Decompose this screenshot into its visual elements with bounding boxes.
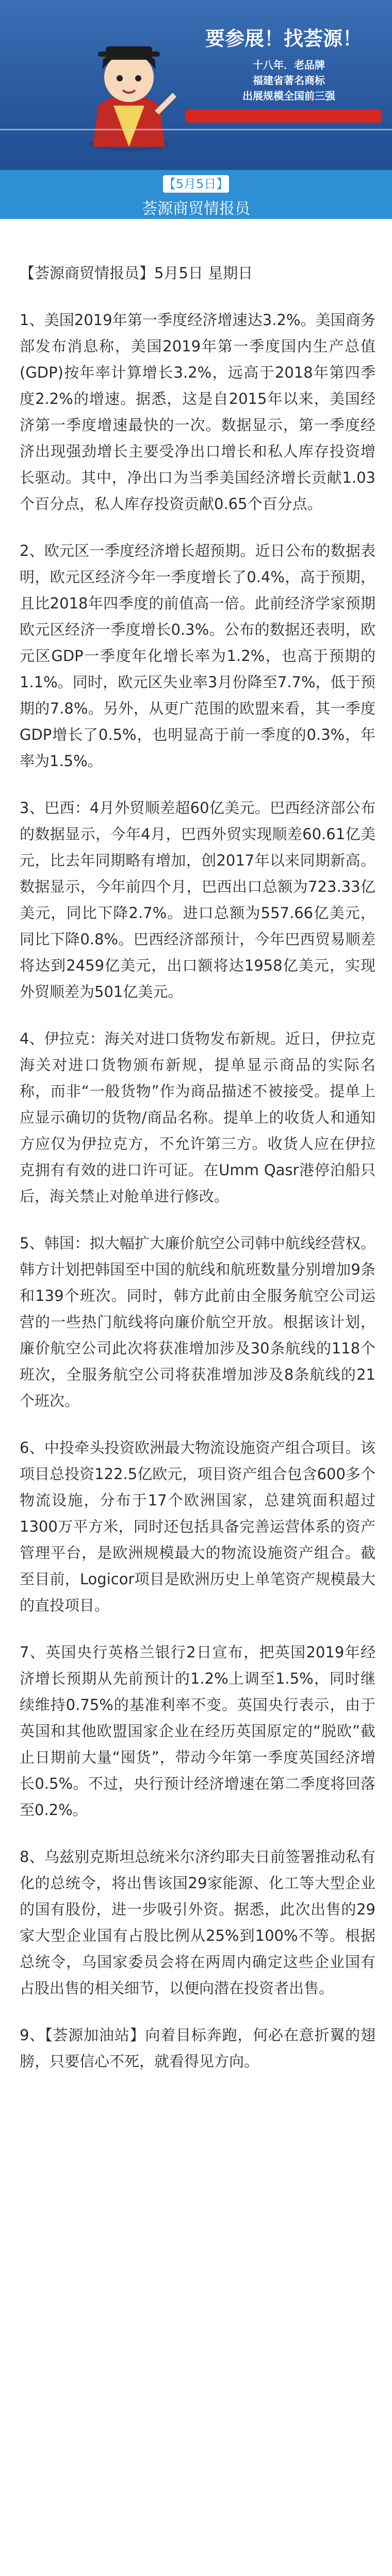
header-title-bar (0, 170, 392, 219)
promo-banner (0, 0, 392, 170)
banner-slogan: 要参展！找荟源！ (205, 27, 362, 50)
news-item-1: 1、美国2019年第一季度经济增速达3.2%。美国商务部发布消息称，美国2019年第一季度国内生产总值(GDP)按年率计算增长3.2%，远高于2018年第四季度2.2%的增速。据悉，这是自2015年以来，美国经济第一季度增速最快的一次。数据显示，第一季度经济出现强劲增长主要受净出口增长和私人库存投资增长驱动。其中，净出口为当季美国经济增长贡献1.03个百分点，私人库存投资贡献0.65个百分点。 (20, 311, 375, 513)
news-item-3: 3、巴西：4月外贸顺差超60亿美元。巴西经济部公布的数据显示，今年4月，巴西外贸实现顺差60.61亿美元，比去年同期略有增加，创2017年以来同期新高。数据显示，今年前四个月，巴西出口总额为723.33亿美元，同比下降2.7%。进口总额为557.66亿美元，同比下降0.8%。巴西经济部预计，今年巴西贸易顺差将达到2459亿美元，出口额将达1958亿美元，实现外贸顺差为501亿美元。 (20, 799, 375, 1001)
banner-divider (0, 129, 392, 130)
date-badge: 【5月5日】 (163, 175, 229, 193)
banner-tagline-trademark: 福建省著名商标 (253, 74, 325, 87)
banner-tagline-brand: 十八年．老品牌 (253, 59, 325, 71)
news-item-2: 2、欧元区一季度经济增长超预期。近日公布的数据表明，欧元区经济今年一季度增长了0.4%，高于预期，且比2018年四季度的前值高一倍。此前经济学家预期欧元区经济一季度增长0.3%。公布的数据还表明，欧元区GDP一季度年化增长率为1.2%，也高于预期的1.1%。同时，欧元区失业率3月份降至7.7%，低于预期的7.8%。另外，从更广范围的欧盟来看，其一季度GDP增长了0.5%，也明显高于前一季度的0.3%，年率为1.5%。 (20, 542, 375, 770)
page-title: 荟源商贸情报员 (142, 200, 250, 218)
news-item-6: 6、中投牵头投资欧洲最大物流设施资产组合项目。该项目总投资122.5亿欧元，项目资产组合包含600多个物流设施，分布于17个欧洲国家，总建筑面积超过1300万平方米，同时还包括具备完善运营体系的资产管理平台，是欧洲规模最大的物流设施资产组合。截至目前，Logicor项目是欧洲历史上单笔资产规模最大的直投项目。 (20, 1439, 375, 1614)
news-item-8: 8、乌兹别克斯坦总统米尔济约耶夫日前签署推动私有化的总统令，将出售该国29家能源、化工等大型企业的国有股份，进一步吸引外资。据悉，此次出售的29家大型企业国有占股比例从25%到100%不等。根据总统令，乌国家委员会将在两周内确定这些企业国有占股出售的相关细节，以便向潜在投资者出售。 (20, 1848, 375, 1997)
news-item-7: 7、英国央行英格兰银行2日宣布，把英国2019年经济增长预期从先前预计的1.2%上调至1.5%，同时继续维持0.75%的基准利率不变。英国央行表示，由于英国和其他欧盟国家企业在经历英国原定的“脱欧”截止日期前大量“囤货”，带动今年第一季度英国经济增长0.5%。不过，央行预计经济增速在第二季度将回落至0.2%。 (20, 1643, 375, 1819)
article-body (20, 260, 375, 2095)
mascot-illustration (77, 15, 181, 155)
banner-tagline-scale: 出展规模全国前三强 (242, 90, 335, 102)
news-item-9-motto: 9、【荟源加油站】向着目标奔跑，何必在意折翼的翅膀，只要信心不死，就看得见方向。 (20, 2026, 375, 2070)
news-item-4: 4、伊拉克：海关对进口货物发布新规。近日，伊拉克海关对进口货物颁布新规，提单显示商品的实际名称，而非“一般货物”作为商品描述不被接受。提单上应显示确切的货物/商品名称。提单上的收货人和通知方应仅为伊拉克方，不允许第三方。收货人应在伊拉克拥有有效的进口许可证。在Umm Qasr港停泊船只后，海关禁止对舱单进行修改。 (20, 1030, 375, 1205)
article-intro: 【荟源商贸情报员】5月5日 星期日 (20, 264, 253, 282)
banner-red-strip (186, 109, 382, 123)
news-item-5: 5、韩国：拟大幅扩大廉价航空公司韩中航线经营权。韩方计划把韩国至中国的航线和航班数量分别增加9条和139个班次。同时，韩方此前由全服务航空公司运营的一些热门航线将向廉价航空开放。根据该计划，廉价航空公司此次将获准增加涉及30条航线的118个班次，全服务航空公司将获准增加涉及8条航线的21个班次。 (20, 1234, 375, 1410)
